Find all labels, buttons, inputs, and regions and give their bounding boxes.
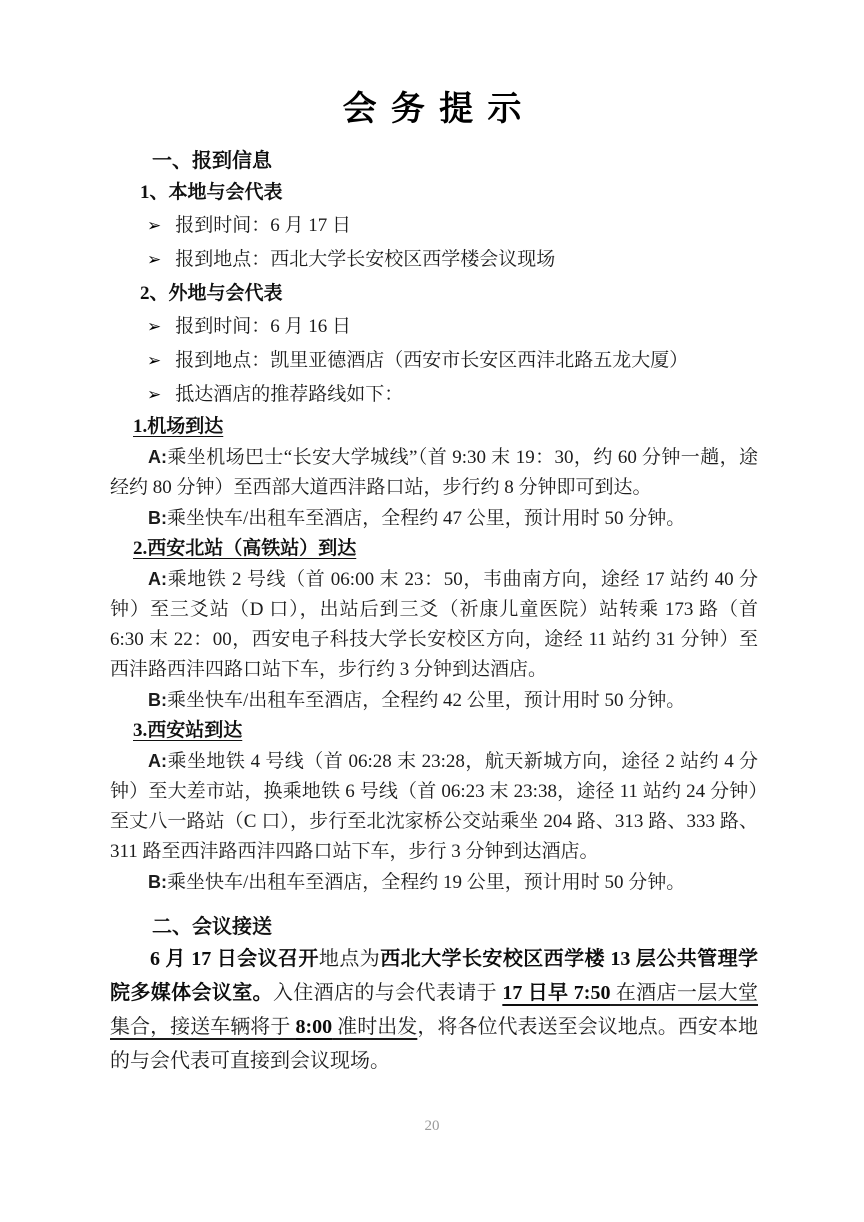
option-text: 乘坐地铁 4 号线（首 06:28 末 23:28，航天新城方向，途径 2 站约 4 分钟）至大差市站，换乘地铁 6 号线（首 06:23 末 23:38，途径 11 站约 24 分钟）至丈八一路站（C 口），步行至北沈家桥公交站乘坐 204 路、313 路、333 路、311 路至西沣路西沣四路口站下车，步行 3 分钟到达酒店。 — [110, 751, 758, 862]
transfer-seg-venue: 西北大学长安校区西学楼 13 层公共管理学院多媒体会议室。 — [110, 948, 759, 1004]
page-number: 20 — [424, 1118, 440, 1134]
page-title: 会务提示 — [342, 91, 536, 128]
section-transfer-heading: 二、会议接送 — [152, 916, 272, 938]
transfer-seg-plain: ，将各位代表送至会议地点。西安本地的与会代表可直接到会议现场。 — [110, 1016, 759, 1072]
option-text: 乘坐机场巴士“长安大学城线”（首 9:30 末 19：30，约 60 分钟一趟，途经约 80 分钟）至西部大道西沣路口站，步行约 8 分钟即可到达。 — [110, 447, 758, 498]
bullet-text: 报到地点：凯里亚德酒店（西安市长安区西沣北路五龙大厦） — [175, 350, 689, 371]
route-airport-option-b — [110, 503, 758, 534]
route-airport-option-a — [110, 442, 758, 503]
option-text: 乘坐快车/出租车至酒店，全程约 42 公里，预计用时 50 分钟。 — [167, 690, 686, 711]
option-label: A: — [148, 447, 167, 467]
bullet-text: 抵达酒店的推荐路线如下： — [175, 384, 404, 405]
arrow-bullet-icon: ➢ — [147, 216, 162, 236]
route-north-option-a — [110, 564, 758, 685]
bullet-local-place — [147, 243, 758, 277]
route-heading-xian-station: 3.西安站到达 — [133, 720, 243, 741]
route-xian-option-a — [110, 746, 758, 867]
bullet-text: 报到地点：西北大学长安校区西学楼会议现场 — [175, 249, 556, 270]
transfer-seg-date: 6 月 17 日会议召开 — [150, 948, 319, 970]
group-nonlocal-heading: 2、外地与会代表 — [140, 283, 283, 304]
arrow-bullet-icon: ➢ — [147, 250, 162, 270]
transfer-seg-meet-place: 在酒店一层大堂集合，接送车辆将于 — [110, 982, 759, 1038]
option-text: 乘地铁 2 号线（首 06:00 末 23：50，韦曲南方向，途经 17 站约 40 分钟）至三爻站（D 口），出站后到三爻（祈康儿童医院）站转乘 173 路（首 6:30 末 22：00，西安电子科技大学长安校区方向，途经 11 站约 31 分钟）至西沣路西沣四路口站下车，步行约 3 分钟到达酒店。 — [110, 569, 758, 680]
transfer-seg-depart-time: 8:00 — [295, 1016, 333, 1038]
option-text: 乘坐快车/出租车至酒店，全程约 47 公里，预计用时 50 分钟。 — [167, 508, 686, 529]
bullet-text: 报到时间：6 月 16 日 — [175, 316, 352, 337]
option-label: A: — [148, 569, 167, 589]
option-label: B: — [148, 508, 167, 528]
route-xian-option-b — [110, 867, 758, 898]
arrow-bullet-icon: ➢ — [147, 317, 162, 337]
transfer-seg-meet-time: 17 日早 7:50 — [502, 982, 611, 1004]
transfer-seg-plain: 入住酒店的与会代表请于 — [272, 982, 503, 1004]
transfer-paragraph — [110, 942, 758, 1078]
option-label: B: — [148, 872, 167, 892]
route-heading-airport: 1.机场到达 — [133, 416, 224, 437]
route-heading-north-station: 2.西安北站（高铁站）到达 — [133, 538, 357, 559]
arrow-bullet-icon: ➢ — [147, 385, 162, 405]
option-label: B: — [148, 690, 167, 710]
document-content — [0, 146, 864, 1078]
transfer-seg-plain: 地点为 — [318, 948, 381, 970]
option-label: A: — [148, 751, 167, 771]
option-text: 乘坐快车/出租车至酒店，全程约 19 公里，预计用时 50 分钟。 — [167, 872, 686, 893]
bullet-route-intro — [147, 378, 758, 412]
section-checkin-heading: 一、报到信息 — [152, 150, 272, 172]
bullet-text: 报到时间：6 月 17 日 — [175, 215, 352, 236]
bullet-local-time — [147, 209, 758, 243]
transfer-seg-depart: 准时出发 — [332, 1016, 418, 1038]
arrow-bullet-icon: ➢ — [147, 351, 162, 371]
route-north-option-b — [110, 685, 758, 716]
group-local-heading: 1、本地与会代表 — [140, 182, 283, 203]
bullet-nonlocal-time — [147, 310, 758, 344]
bullet-nonlocal-place — [147, 344, 758, 378]
